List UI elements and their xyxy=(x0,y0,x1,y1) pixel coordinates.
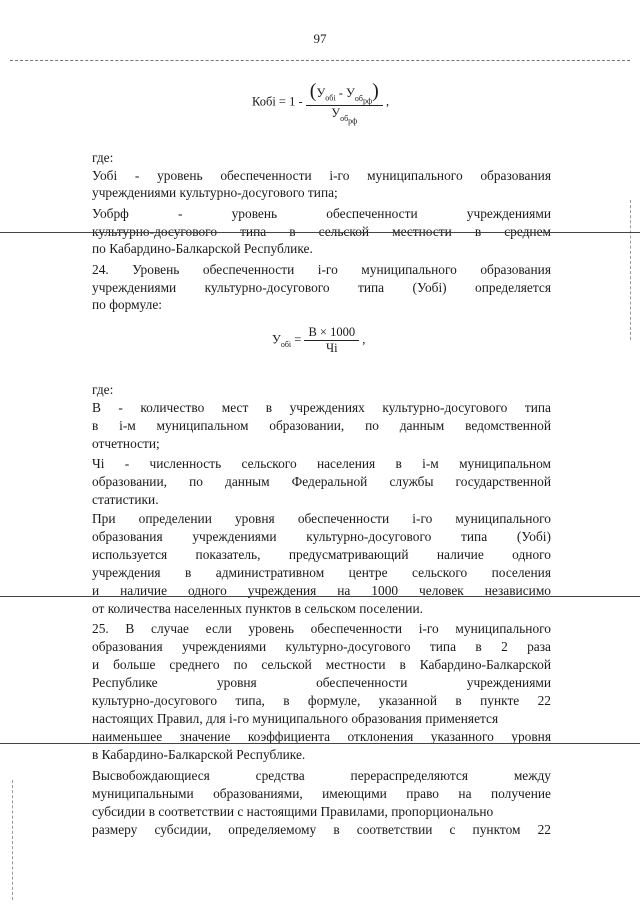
formula-uobi-fraction xyxy=(304,325,359,356)
text-line: В - количество мест в учреждениях культурно-досугового типа xyxy=(92,400,551,415)
formula-kobi-numerator xyxy=(306,80,383,105)
num-a: У xyxy=(316,86,326,100)
text-line: и наличие одного учреждения на 1000 человек независимо xyxy=(92,583,551,598)
text-line: по формуле: xyxy=(92,297,162,312)
text-line: муниципальными образованиями, имеющими право на получение xyxy=(92,786,551,801)
text-line: образования учреждениями культурно-досугового типа (Уобі) xyxy=(92,529,551,544)
text-line: Высвобождающиеся средства перераспределяются между xyxy=(92,768,551,783)
num-b: У xyxy=(346,86,355,100)
text-line: Республике уровня обеспеченности учреждениями xyxy=(92,675,551,690)
den: У xyxy=(331,106,341,121)
scan-line-left xyxy=(12,780,13,900)
formula-uobi-denominator: Чі xyxy=(304,340,359,356)
formula-uobi-comma: , xyxy=(362,332,366,347)
text-line: 24. Уровень обеспеченности і-го муниципального образования xyxy=(92,262,551,277)
text-line: образования учреждениями культурно-досугового типа в 2 раза xyxy=(92,639,551,654)
formula-kobi-lhs: Кобі = 1 - xyxy=(252,94,303,109)
text-line: учреждениями культурно-досугового типа; xyxy=(92,185,338,200)
paren-open: ( xyxy=(309,80,317,102)
text-line: от количества населенных пунктов в сельском поселении. xyxy=(92,601,423,616)
text-line: по Кабардино-Балкарской Республике. xyxy=(92,241,313,256)
scan-strike-line xyxy=(0,232,640,233)
text-line: в і-м муниципальном образовании, по данным ведомственной xyxy=(92,418,551,433)
text-line: образовании, по данным Федеральной службы государственной xyxy=(92,474,551,489)
num-minus: - xyxy=(335,86,347,100)
num-b-sub: об xyxy=(354,93,363,103)
text-line: настоящих Правил, для і-го муниципального образования применяется xyxy=(92,711,499,726)
formula-uobi-lhs: У xyxy=(272,332,281,347)
formula-kobi xyxy=(252,80,389,125)
text-line: в Кабардино-Балкарской Республике. xyxy=(92,747,306,762)
den-subsub: рф xyxy=(348,116,358,126)
formula-kobi-denominator xyxy=(306,105,383,125)
text-line: используется показатель, предусматривающий наличие одного xyxy=(92,547,551,562)
formula-uobi-eq: = xyxy=(291,332,302,347)
page-number: 97 xyxy=(313,31,327,46)
text-line: Уобі - уровень обеспеченности і-го муниципального образования xyxy=(92,168,551,183)
text-line: Чі - численность сельского населения в і-м муниципальном xyxy=(92,456,551,471)
text-line: где: xyxy=(92,150,114,165)
text-line: где: xyxy=(92,382,114,397)
text-line: 25. В случае если уровень обеспеченности і-го муниципального xyxy=(92,621,551,636)
text-line: При определении уровня обеспеченности і-го муниципального xyxy=(92,511,551,526)
formula-uobi-numerator: В × 1000 xyxy=(308,325,356,339)
text-line: учреждения в административном центре сельского поселения xyxy=(92,565,551,580)
formula-kobi-comma: , xyxy=(385,94,390,109)
formula-uobi-lhs-sub: обі xyxy=(280,339,292,349)
paren-close: ) xyxy=(372,80,379,102)
scan-strike-line xyxy=(0,743,640,744)
text-line: культурно-досугового типа в сельской местности в среднем xyxy=(92,224,551,239)
text-line: и больше среднего по сельской местности в Кабардино-Балкарской xyxy=(92,657,551,672)
scan-line-right xyxy=(630,200,631,340)
num-b-sub-wrap xyxy=(354,93,373,106)
scan-strike-line xyxy=(0,596,640,597)
num-a-sub: обі xyxy=(325,93,336,103)
scan-line-top xyxy=(10,60,630,61)
formula-uobi xyxy=(272,325,365,356)
text-line: учреждениями культурно-досугового типа (Уобі) определяется xyxy=(92,280,551,295)
text-line: субсидии в соответствии с настоящими Правилами, пропорционально xyxy=(92,804,494,819)
num-b-subsub: рф xyxy=(362,96,373,106)
text-line: Уобрф - уровень обеспеченности учреждениями xyxy=(92,206,551,221)
den-sub: об xyxy=(340,113,349,123)
text-line: размеру субсидии, определяемому в соответствии с пунктом 22 xyxy=(92,822,551,837)
den-sub-wrap xyxy=(340,113,358,126)
text-line: культурно-досугового типа, в формуле, указанной в пункте 22 xyxy=(92,693,551,708)
formula-kobi-fraction xyxy=(306,80,383,125)
text-line: статистики. xyxy=(92,492,159,507)
text-line: отчетности; xyxy=(92,436,160,451)
text-line: наименьшее значение коэффициента отклонения указанного уровня xyxy=(92,729,551,744)
